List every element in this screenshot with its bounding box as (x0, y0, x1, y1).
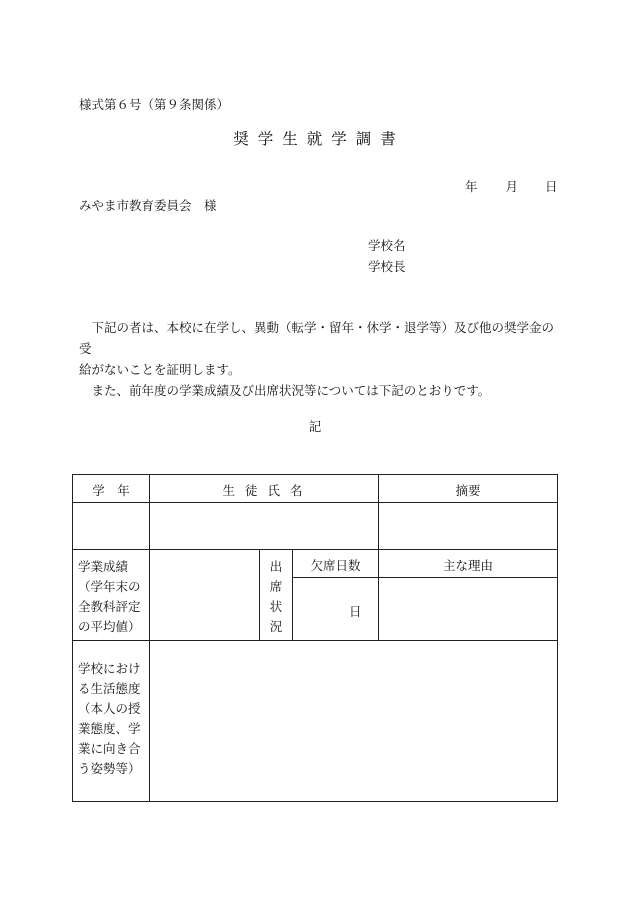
paragraph-2: また、前年度の学業成績及び出席状況等については下記のとおりです。 (91, 383, 491, 398)
school-name-label: 学校名 (368, 238, 406, 253)
absent-days-field[interactable] (293, 578, 378, 640)
attendance-label-char: 席 (269, 579, 283, 594)
document-title: 奨学生就学調書 (233, 130, 405, 148)
school-life-label-line: 学校におけ (78, 661, 141, 676)
academic-record-label-line: の平均値） (78, 619, 141, 634)
student-name-header: 生 徒 氏 名 (222, 483, 306, 498)
attendance-label-char: 状 (269, 599, 283, 614)
school-life-field[interactable] (150, 641, 557, 801)
academic-record-field[interactable] (150, 550, 259, 640)
grade-header: 学 年 (92, 483, 130, 498)
day-unit-label: 日 (349, 604, 362, 619)
principal-label: 学校長 (368, 259, 406, 274)
school-life-label (78, 659, 148, 779)
attendance-label-char: 況 (269, 619, 283, 634)
date-line (465, 177, 558, 195)
ki-heading: 記 (308, 419, 322, 434)
survey-table (72, 474, 558, 802)
date-year-label: 年 (465, 179, 478, 194)
absent-days-header: 欠席日数 (310, 558, 361, 573)
addressee: みやま市教育委員会 様 (79, 198, 217, 213)
academic-record-label-line: 全教科評定 (78, 599, 141, 614)
school-life-label-line: 業に向き合 (78, 741, 141, 756)
grade-field[interactable] (73, 503, 149, 549)
certification-text (79, 317, 565, 401)
school-life-label-line: う姿勢等） (78, 761, 141, 776)
school-life-label-line: る生活態度 (78, 681, 141, 696)
paragraph-1-line-2: 給がないことを証明します。 (79, 362, 241, 377)
school-life-label-line: （本人の授 (78, 701, 141, 716)
main-reason-header: 主な理由 (442, 558, 493, 573)
academic-record-label (78, 557, 148, 637)
academic-record-label-line: 学業成績 (78, 559, 129, 574)
school-life-label-line: 業態度、学 (78, 721, 141, 736)
summary-header: 摘要 (455, 483, 481, 498)
main-reason-field[interactable] (379, 578, 557, 640)
summary-field[interactable] (379, 503, 557, 549)
form-number: 様式第６号（第９条関係） (79, 97, 230, 112)
student-name-field[interactable] (150, 503, 378, 549)
table-rule (73, 549, 557, 550)
date-month-label: 月 (505, 179, 519, 194)
attendance-label (260, 557, 292, 637)
academic-record-label-line: （学年末の (78, 579, 141, 594)
paragraph-1-line-1: 下記の者は、本校に在学し、異動（転学・留年・休学・退学等）及び他の奨学金の受 (79, 320, 555, 356)
attendance-label-char: 出 (269, 559, 283, 574)
date-day-label: 日 (545, 179, 558, 194)
